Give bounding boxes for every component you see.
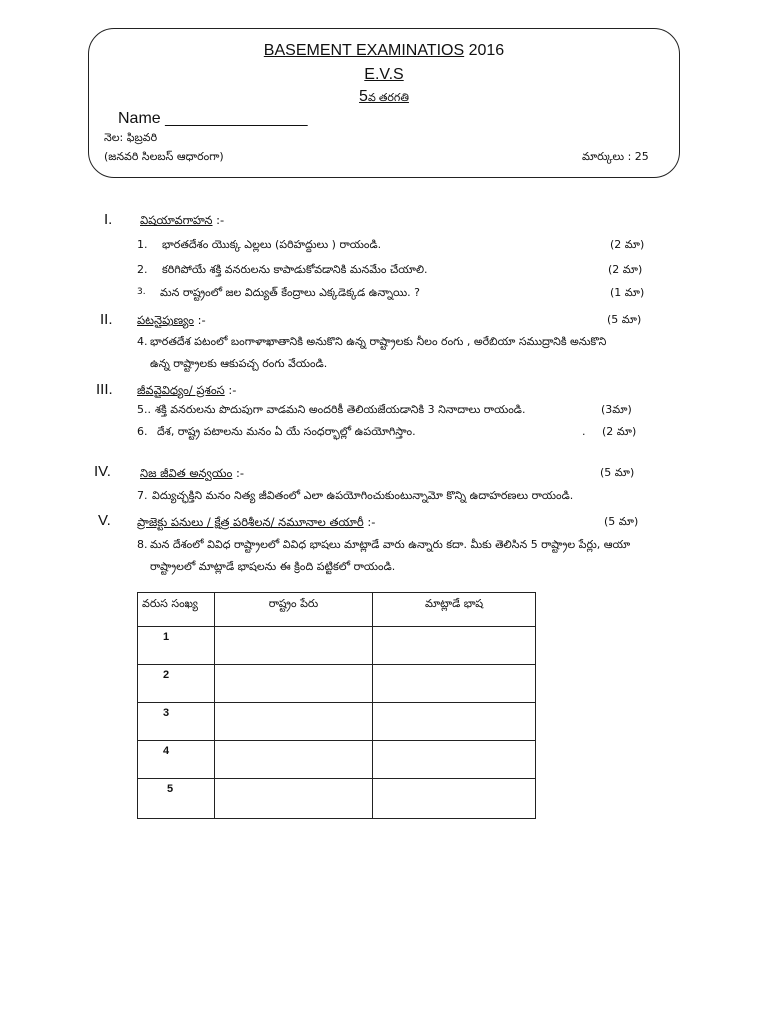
class-title: [0, 88, 768, 107]
section-1-title-text: విషయావగాహన: [140, 213, 213, 227]
question-1-marks: (2 మా): [610, 238, 645, 251]
question-3-marks: (1 మా): [610, 286, 645, 299]
table-row: [138, 779, 536, 819]
question-5-text: శక్తి వనరులను పొదుపుగా వాడమని అందరికీ తెలియజేయడానికి 3 నినాదాలు రాయండి.: [155, 403, 526, 416]
section-1-title: [140, 213, 224, 230]
section-2-title-text: పటనైపుణ్యం: [137, 313, 194, 327]
state-cell[interactable]: [215, 741, 373, 779]
table-row: [138, 627, 536, 665]
section-4-title: [140, 466, 244, 483]
section-4-title-text: నిజ జీవిత అన్వయం: [140, 466, 233, 480]
question-3-number: 3.: [137, 287, 146, 297]
syllabus-line: (జనవరి సిలబస్ ఆధారంగా): [104, 150, 224, 163]
question-8-number: 8.: [137, 538, 148, 551]
state-cell[interactable]: [215, 779, 373, 819]
section-5-title-text: ప్రాజెక్టు పనులు / క్షేత్ర పరిశీలన/ నమూనాల తయారీ: [137, 515, 364, 529]
exam-year: 2016: [468, 42, 505, 59]
question-3-text: మన రాష్ట్రంలో జల విద్యుత్ కేంద్రాలు ఎక్కడెక్కడ ఉన్నాయి. ?: [160, 286, 420, 299]
question-2-marks: (2 మా): [608, 263, 643, 276]
section-5-number: V.: [98, 512, 111, 529]
question-2-text: కరిగిపోయే శక్తి వనరులను కాపాడుకోవడానికి మనమేం చేయాలి.: [162, 263, 428, 276]
language-cell[interactable]: [373, 779, 536, 819]
section-3-title: [137, 383, 236, 400]
table-header-row: [138, 593, 536, 627]
table-header-serial: వరుస సంఖ్య: [138, 593, 215, 627]
section-4-number: IV.: [94, 463, 111, 480]
language-cell[interactable]: [373, 741, 536, 779]
question-8-text: మన దేశంలో వివిధ రాష్ట్రాలలో వివిధ భాషలు మాట్లాడే వారు ఉన్నారు కదా. మీకు తెలిసిన 5 రాష్ట్రాల పేర్లు, ఆయా: [150, 538, 631, 551]
section-3-number: III.: [96, 381, 113, 398]
table-row: [138, 703, 536, 741]
question-4-number: 4.: [137, 335, 148, 348]
row-number: 2: [138, 665, 215, 703]
states-language-table: [137, 592, 536, 819]
table-row: [138, 665, 536, 703]
name-field-label: Name ________________: [118, 110, 308, 127]
row-number: 1: [138, 627, 215, 665]
section-5-title: [137, 515, 375, 532]
question-5-marks: (3మా): [601, 403, 632, 416]
section-5-marks: (5 మా): [604, 515, 639, 528]
language-cell[interactable]: [373, 703, 536, 741]
table-row: [138, 741, 536, 779]
exam-title-text: BASEMENT EXAMINATIOS: [263, 42, 465, 59]
row-number: 5: [138, 779, 215, 819]
section-5-suffix: :-: [367, 515, 376, 529]
class-num: 5: [359, 88, 368, 105]
row-number: 3: [138, 703, 215, 741]
section-3-title-text: జీవవైవిధ్యం/ ప్రశంస: [137, 383, 225, 397]
question-6-dot: .: [582, 425, 586, 438]
table-header-language: మాట్లాడే భాష: [373, 593, 536, 627]
question-6-number: 6.: [137, 425, 148, 438]
question-7-number: 7.: [137, 489, 148, 502]
question-1-text: భారతదేశం యొక్క ఎల్లలు (పరిహద్దులు ) రాయండి.: [162, 238, 382, 251]
language-cell[interactable]: [373, 627, 536, 665]
state-cell[interactable]: [215, 665, 373, 703]
question-6-marks: (2 మా): [602, 425, 637, 438]
section-2-marks: (5 మా): [607, 313, 642, 326]
section-4-suffix: :-: [236, 466, 245, 480]
question-1-number: 1.: [137, 238, 148, 251]
subject-text: E.V.S: [364, 66, 404, 83]
question-7-text: విద్యుచ్ఛక్తిని మనం నిత్య జీవితంలో ఎలా ఉపయోగించుకుంటున్నామో కొన్ని ఉదాహరణలు రాయండి.: [152, 489, 574, 502]
row-number: 4: [138, 741, 215, 779]
class-suffix: వ తరగతి: [367, 92, 409, 104]
state-cell[interactable]: [215, 703, 373, 741]
question-4-text: భారతదేశ పటంలో బంగాళాఖాతానికి అనుకొని ఉన్న రాష్ట్రాలకు నీలం రంగు , అరేబియా సముద్రానికి అనుకొని: [150, 335, 607, 348]
question-2-number: 2.: [137, 263, 148, 276]
question-8-text-line2: రాష్ట్రాలలో మాట్లాడే భాషలను ఈ క్రింది పట్టికలో రాయండి.: [150, 560, 396, 573]
question-5-number: 5..: [137, 403, 151, 416]
question-6-text: దేశ, రాష్ట్ర పటాలను మనం ఏ యే సంధర్భాల్లో ఉపయోగిస్తాం.: [157, 425, 416, 438]
section-4-marks: (5 మా): [600, 466, 635, 479]
exam-title: [0, 42, 768, 60]
language-cell[interactable]: [373, 665, 536, 703]
table-header-state: రాష్ట్రం పేరు: [215, 593, 373, 627]
section-1-suffix: :-: [216, 213, 225, 227]
question-4-text-line2: ఉన్న రాష్ట్రాలకు ఆకుపచ్చ రంగు వేయండి.: [150, 357, 328, 370]
month-line: నెల: ఫిబ్రవరి: [104, 131, 158, 144]
subject-title: [0, 66, 768, 84]
total-marks: మార్కులు : 25: [582, 150, 649, 163]
section-2-title: [137, 313, 206, 330]
section-2-number: II.: [100, 311, 113, 328]
section-2-suffix: :-: [197, 313, 206, 327]
section-1-number: I.: [104, 211, 113, 228]
state-cell[interactable]: [215, 627, 373, 665]
section-3-suffix: :-: [228, 383, 237, 397]
